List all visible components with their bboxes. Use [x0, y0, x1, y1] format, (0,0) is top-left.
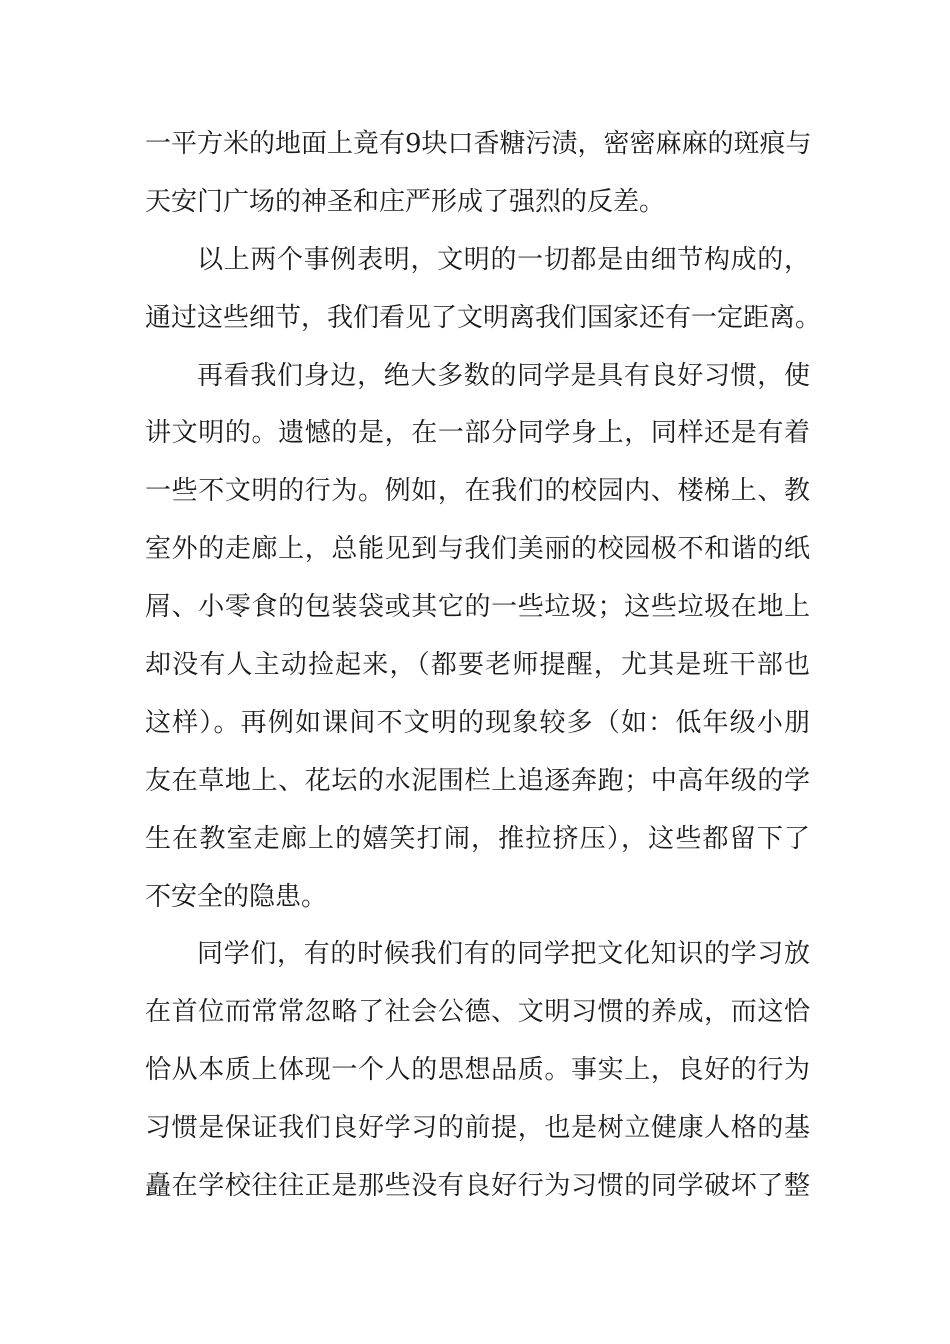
- text-line: 恰从本质上体现一个人的思想品质。事实上，良好的行为: [145, 1055, 810, 1086]
- text-line: 通过这些细节，我们看见了文明离我们国家还有一定距离。: [145, 302, 822, 333]
- text-line: 在首位而常常忽略了社会公德、文明习惯的养成，而这恰: [145, 997, 810, 1028]
- text-line: 屑、小零食的包装袋或其它的一些垃圾；这些垃圾在地上: [145, 592, 810, 623]
- body-text: [145, 116, 822, 1216]
- text-line: 再看我们身边，绝大多数的同学是具有良好习惯，使: [197, 360, 810, 391]
- text-line: 这样）。再例如课间不文明的现象较多（如：低年级小朋: [145, 707, 810, 738]
- text-line: 同学们，有的时候我们有的同学把文化知识的学习放: [197, 939, 810, 970]
- text-line: 室外的走廊上，总能见到与我们美丽的校园极不和谐的纸: [145, 534, 810, 565]
- text-line: 不安全的隐患。: [145, 881, 328, 912]
- text-line: 矗在学校往往正是那些没有良好行为习惯的同学破坏了整: [145, 1171, 810, 1202]
- text-line: 天安门广场的神圣和庄严形成了强烈的反差。: [145, 186, 666, 217]
- text-line: 却没有人主动捡起来，（都要老师提醒，尤其是班干部也: [145, 650, 810, 681]
- text-line: 以上两个事例表明，文明的一切都是由细节构成的，: [197, 244, 810, 275]
- text-line: 讲文明的。遗憾的是，在一部分同学身上，同样还是有着: [145, 418, 810, 449]
- text-line: 习惯是保证我们良好学习的前提，也是树立健康人格的基: [145, 1113, 810, 1144]
- text-line: 生在教室走廊上的嬉笑打闹，推拉挤压），这些都留下了: [145, 823, 810, 854]
- text-line: 友在草地上、花坛的水泥围栏上追逐奔跑；中高年级的学: [145, 765, 810, 796]
- text-line: 一平方米的地面上竟有9块口香糖污渍，密密麻麻的斑痕与: [145, 129, 812, 159]
- text-line: 一些不文明的行为。例如，在我们的校园内、楼梯上、教: [145, 476, 810, 507]
